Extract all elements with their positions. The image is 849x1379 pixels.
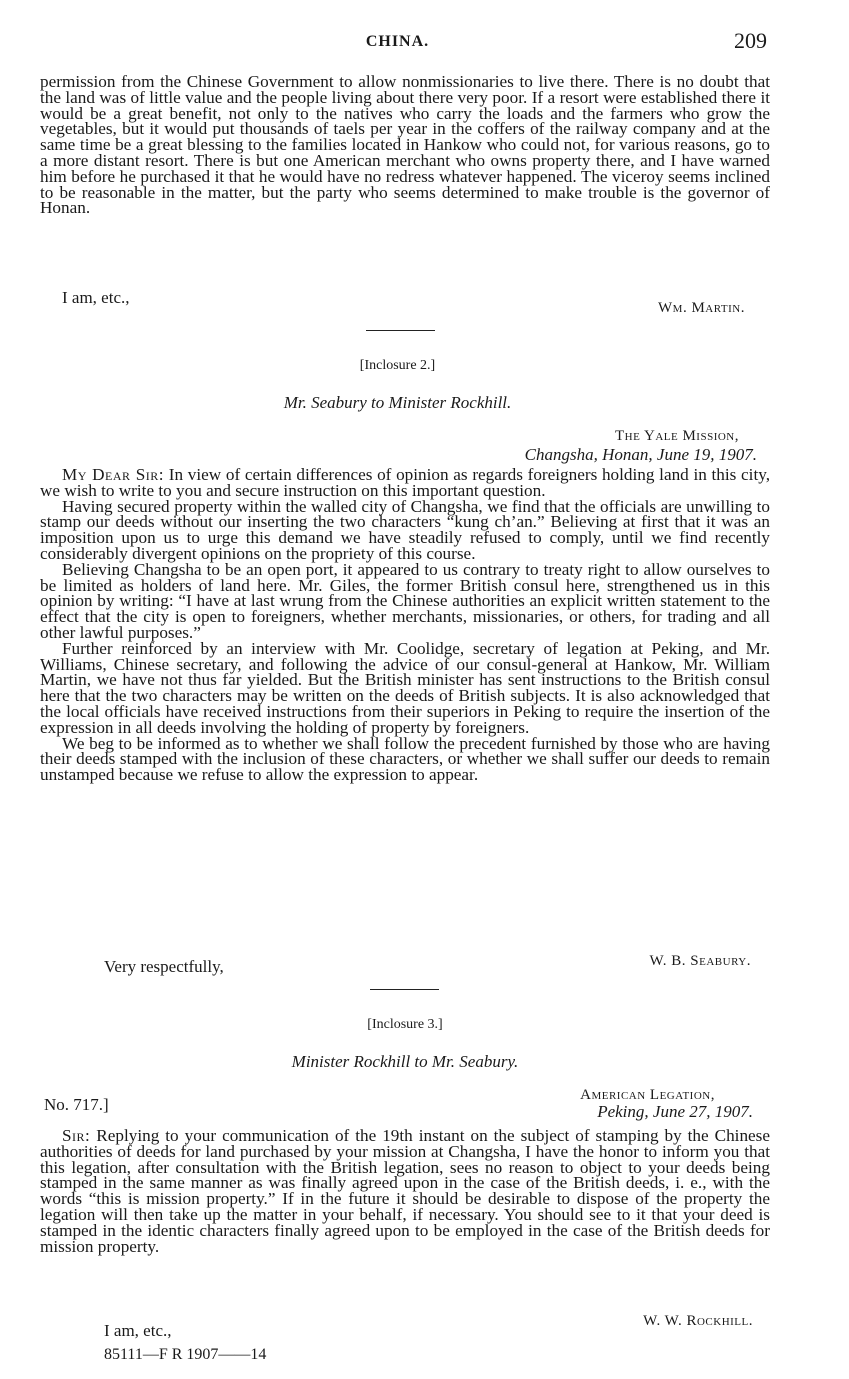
inclosure-3-salutation: Sir: xyxy=(62,1126,91,1145)
signature-seabury: W. B. Seabury. xyxy=(649,953,751,969)
despatch-number: No. 717.] xyxy=(44,1095,109,1114)
inclosure-2-paragraph-1-text: In view of certain differences of opinion as regards foreigners holding land in this city, we wish to write to you and secure instruction on this important question. xyxy=(40,465,770,500)
inclosure-3-paragraph-1 xyxy=(40,1128,770,1254)
inclosure-3-paragraph-1-text: Replying to your communication of the 19th instant on the subject of stamping by the Chinese authorities of deeds for land purchased by your mission at Changsha, I have the honor to inform you that this legation, after consultation with the British legation, sees no reason to object to your deeds being stamped in the same manner as was finally agreed upon in the case of the British deeds, i. e., with the words “this is mission property.” If in the future it should be desirable to dispose of the property the legation will then take up the matter in your behalf, if necessary. You should see to it that your deed is stamped in the identic characters finally agreed upon to be employed in the case of the British deeds for mission property. xyxy=(40,1126,770,1256)
inclosure-2-paragraph-4: Further reinforced by an interview with Mr. Coolidge, secretary of legation at Peking, and Mr. Williams, Chinese secretary, and following the advice of our consul-general at Hankow, Mr. William Martin, we have not thus far yielded. But the British minister has sent instructions to the British consul here that the two characters may be written on the deeds of British subjects. It is also acknowledged that the local officials have received instructions from their superiors in Peking to require the insertion of the expression in all deeds involving the holding of property by foreigners. xyxy=(40,638,770,737)
print-code: 85111—F R 1907——14 xyxy=(104,1346,267,1363)
inclosure-2-address-line1: The Yale Mission, xyxy=(614,428,739,444)
inclosure-2-body xyxy=(40,467,770,783)
signature-martin: Wm. Martin. xyxy=(658,300,745,316)
inclosure-2-paragraph-2: Having secured property within the walled city of Changsha, we find that the officials are unwilling to stamp our deeds without our inserting the two characters “kung ch’an.” Believing at first that it was an imposition upon us to urge this demand we have steadily refused to comply, until we find recently considerably divergent opinions on the propriety of this course. xyxy=(40,496,770,563)
inclosure-2-heading: Mr. Seabury to Minister Rockhill. xyxy=(283,393,512,412)
inclosure-2-label: [Inclosure 2.] xyxy=(359,358,436,373)
running-head xyxy=(0,30,849,54)
continuation-paragraph-block xyxy=(40,74,770,216)
closing-rockhill: I am, etc., xyxy=(104,1321,172,1340)
inclosure-2-paragraph-1 xyxy=(40,467,770,499)
inclosure-3-address-line2: Peking, June 27, 1907. xyxy=(597,1102,753,1121)
running-head-title: CHINA. xyxy=(365,33,430,50)
divider xyxy=(370,989,439,990)
closing-seabury: Very respectfully, xyxy=(104,957,224,976)
page-number: 209 xyxy=(734,28,767,53)
closing-martin: I am, etc., xyxy=(62,288,130,307)
inclosure-2-paragraph-5: We beg to be informed as to whether we shall follow the precedent furnished by those who are having their deeds stamped with the inclusion of these characters, or whether we shall suffer our deeds to remain unstamped because we refuse to allow the expression to appear. xyxy=(40,733,770,785)
continuation-paragraph: permission from the Chinese Government to allow nonmissionaries to live there. There is no doubt that the land was of little value and the people living about there very poor. If a resort were established there it would be a great benefit, not only to the natives who carry the loads and the farmers who grow the vegetables, but it would put thousands of taels per year in the coffers of the railway company and at the same time be a great blessing to the families located in Hankow who could not, for various reasons, go to a more distant resort. There is but one American merchant who owns property there, and I have warned him before he purchased it that he would have no redress whatever happened. The viceroy seems inclined to be reasonable in the matter, but the party who seems determined to make trouble is the governor of Honan. xyxy=(40,72,770,218)
inclosure-2-paragraph-3: Believing Changsha to be an open port, it appeared to us contrary to treaty right to allow ourselves to be limited as holders of land here. Mr. Giles, the former British consul here, strengthened us in this opinion by writing: “I have at last wrung from the Chinese authorities an explicit written statement to the effect that the city is open to foreigners, whether merchants, missionaries, or others, for trading and all other lawful purposes.” xyxy=(40,559,770,642)
inclosure-3-body xyxy=(40,1128,770,1254)
inclosure-3-address-line1: American Legation, xyxy=(580,1087,715,1103)
divider xyxy=(366,330,435,331)
inclosure-2-address-line2: Changsha, Honan, June 19, 1907. xyxy=(524,445,757,464)
signature-rockhill: W. W. Rockhill. xyxy=(643,1313,753,1329)
inclosure-3-label: [Inclosure 3.] xyxy=(367,1017,443,1032)
inclosure-3-heading: Minister Rockhill to Mr. Seabury. xyxy=(291,1052,519,1071)
inclosure-2-salutation: My Dear Sir: xyxy=(62,465,165,484)
